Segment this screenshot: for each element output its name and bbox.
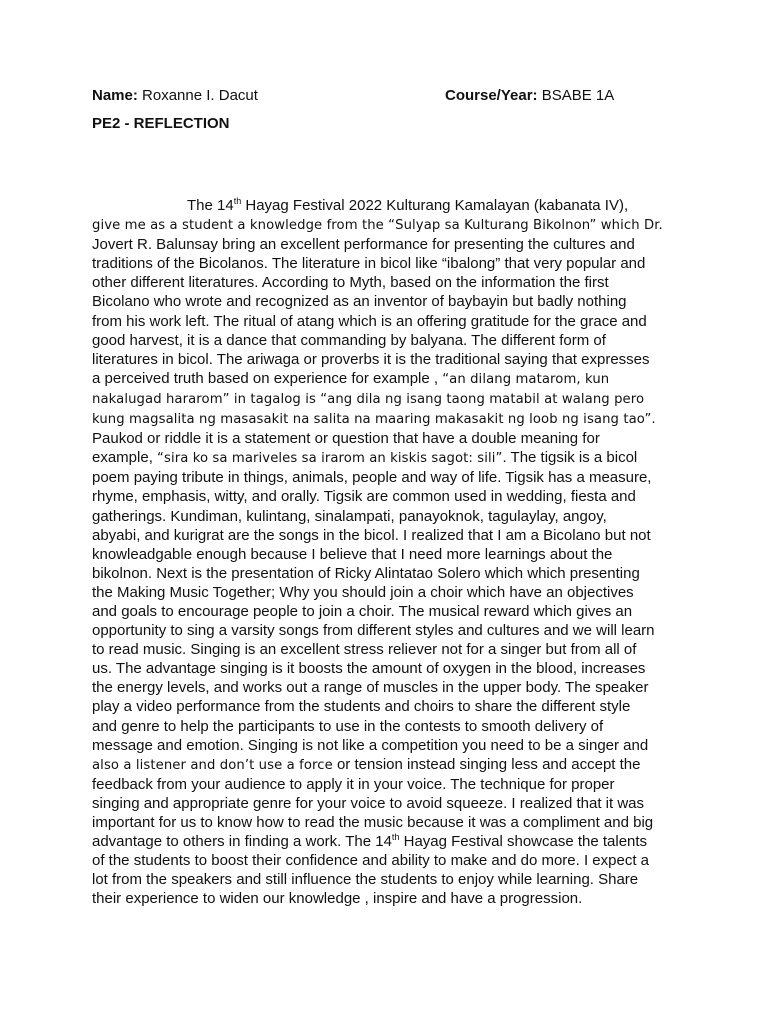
line-segment: or tension instead singing less and accept the xyxy=(332,755,641,773)
paragraph-line xyxy=(92,794,692,813)
line-segment: and genre to help the participants to use in the contests to smooth delivery of xyxy=(92,717,604,735)
paragraph-line xyxy=(92,369,692,389)
line-segment: lot from the speakers and still influence the students to enjoy while learning. Share xyxy=(92,871,639,889)
line-segment: message and emotion. Singing is not like a competition you need to be a singer and xyxy=(92,736,649,754)
reflection-body xyxy=(92,196,692,908)
paragraph-line xyxy=(92,429,692,448)
paragraph-line xyxy=(92,870,692,889)
name-label: Name: xyxy=(92,87,138,104)
line-segment: singing and appropriate genre for your voice to avoid squeeze. I realized that it was xyxy=(92,794,644,812)
paragraph-line xyxy=(92,215,692,235)
paragraph-line xyxy=(92,448,692,468)
paragraph-line xyxy=(92,736,692,755)
line-segment: play a video performance from the students and choirs to share the different style xyxy=(92,698,631,716)
line-segment: rhyme, emphasis, witty, and orally. Tigsik are common used in wedding, fiesta and xyxy=(92,488,636,506)
course-year-label: Course/Year: xyxy=(445,87,538,104)
line-segment: opportunity to sing a varsity songs from different styles and cultures and we will learn xyxy=(92,622,655,640)
paragraph-line xyxy=(92,678,692,697)
paragraph-line xyxy=(92,851,692,870)
paragraph-line xyxy=(92,545,692,564)
paragraph-line xyxy=(92,292,692,311)
line-segment: also a listener and don’t use a force xyxy=(92,757,333,773)
line-segment: important for us to know how to read the music because it was a compliment and big xyxy=(92,814,654,831)
paragraph-line xyxy=(92,564,692,583)
line-segment: . The tigsik is a bicol xyxy=(502,449,638,467)
line-segment: knowleadgable enough because I believe that I need more learnings about the xyxy=(92,545,613,563)
paragraph-line xyxy=(92,389,692,409)
line-segment: feedback from your audience to apply it in your voice. The technique for proper xyxy=(92,775,615,793)
paragraph-line xyxy=(92,312,692,331)
line-segment: good harvest, it is a dance that commanding by balyana. The different form of xyxy=(92,331,606,349)
line-segment: Paukod or riddle it is a statement or question that have a double meaning for xyxy=(92,430,600,448)
paragraph-line xyxy=(92,697,692,716)
document-title: PE2 - REFLECTION xyxy=(92,115,230,132)
line-segment: Bicolano who wrote and recognized as an inventor of baybayin but badly nothing xyxy=(92,293,627,311)
paragraph-line xyxy=(92,717,692,736)
line-segment: abyabi, and kurigrat are the songs in the bicol. I realized that I am a Bicolano but not xyxy=(92,526,651,544)
line-segment: example, xyxy=(92,449,158,467)
paragraph-line xyxy=(92,254,692,273)
line-segment: us. The advantage singing is it boosts the amount of oxygen in the blood, increases xyxy=(92,660,646,678)
paragraph-line xyxy=(92,813,692,832)
superscript-text: th xyxy=(233,196,242,206)
paragraph-line xyxy=(92,273,692,292)
paragraph-line xyxy=(92,526,692,545)
paragraph-line xyxy=(92,487,692,506)
line-segment: traditions of the Bicolanos. The literature in bicol like “ibalong” that very popular and xyxy=(92,255,646,273)
paragraph-line xyxy=(92,235,692,254)
line-segment: gatherings. Kundiman, kulintang, sinalampati, panayoknok, tagulaylay, angoy, xyxy=(92,507,607,525)
course-year-value: BSABE 1A xyxy=(537,87,615,104)
line-segment: “sira ko sa mariveles sa irarom an kiskis sagot: sili” xyxy=(157,451,503,467)
paragraph-line xyxy=(92,775,692,794)
paragraph-line xyxy=(92,350,692,369)
line-segment: The 14 xyxy=(187,197,234,214)
line-segment: the energy levels, and works out a range of muscles in the upper body. The speaker xyxy=(92,679,649,697)
line-segment: Jovert R. Balunsay bring an excellent performance for presenting the cultures and xyxy=(92,236,635,254)
paragraph-line xyxy=(92,409,692,429)
line-segment: nakalugad hararom” in tagalog is “ang dila ng isang taong matabil at walang pero xyxy=(92,391,645,407)
line-segment: poem paying tribute in things, animals, people and way of life. Tigsik has a measure, xyxy=(92,469,652,487)
line-segment: kung magsalita ng masasakit na salita na maaring makasakit ng loob ng isang tao”. xyxy=(92,412,656,428)
line-segment: literatures in bicol. The ariwaga or proverbs it is the traditional saying that expresses xyxy=(92,350,650,368)
paragraph-line xyxy=(92,659,692,678)
superscript-text: th xyxy=(391,832,400,843)
paragraph-line xyxy=(92,755,692,775)
paragraph-line xyxy=(92,507,692,526)
paragraph-line xyxy=(92,621,692,640)
line-segment: a perceived truth based on experience for example , xyxy=(92,369,443,387)
line-segment: their experience to widen our knowledge , inspire and have a progression. xyxy=(92,890,583,908)
line-segment: to read music. Singing is an excellent stress reliever not for a singer but from all of xyxy=(92,641,637,659)
paragraph-line xyxy=(92,583,692,602)
name-value: Roxanne I. Dacut xyxy=(137,87,258,104)
paragraph-line xyxy=(92,889,692,908)
line-segment: other different literatures. According to Myth, based on the information the first xyxy=(92,274,609,292)
line-segment: from his work left. The ritual of atang which is an offering gratitude for the grace and xyxy=(92,312,647,330)
paragraph-line xyxy=(92,832,692,851)
line-segment: “an dilang matarom, kun xyxy=(442,371,610,387)
line-segment: Hayag Festival showcase the talents xyxy=(399,833,648,851)
student-name-field xyxy=(92,86,258,106)
course-year-field xyxy=(445,86,614,106)
line-segment: of the students to boost their confidence and ability to make and do more. I expect a xyxy=(92,852,650,870)
line-segment: bikolnon. Next is the presentation of Ricky Alintatao Solero which which presenting xyxy=(92,564,640,582)
paragraph-line xyxy=(92,640,692,659)
paragraph-line xyxy=(92,602,692,621)
line-segment: advantage to others in finding a work. The 14 xyxy=(92,833,392,851)
paragraph-line xyxy=(92,196,692,215)
line-segment: give me as a student a knowledge from the “Sulyap sa Kulturang Bikolnon” which Dr. xyxy=(92,218,663,234)
line-segment: the Making Music Together; Why you should join a choir which have an objectives xyxy=(92,583,634,601)
paragraph-line xyxy=(92,331,692,350)
paragraph-line xyxy=(92,468,692,487)
line-segment: Hayag Festival 2022 Kulturang Kamalayan (kabanata IV), xyxy=(241,197,629,214)
line-segment: and goals to encourage people to join a choir. The musical reward which gives an xyxy=(92,602,633,620)
